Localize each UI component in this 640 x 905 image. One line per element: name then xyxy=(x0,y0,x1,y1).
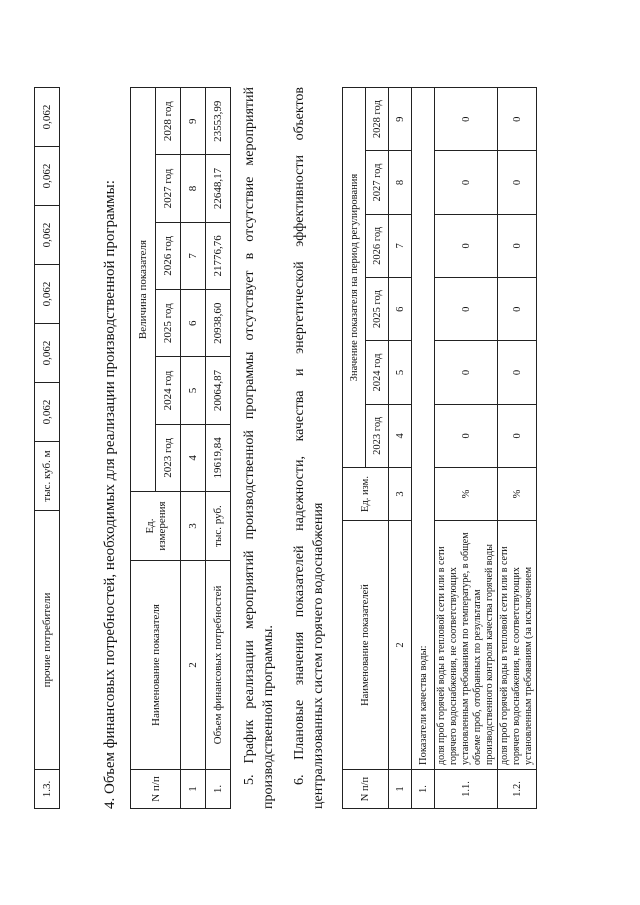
value-cell: 20938,60 xyxy=(206,290,231,357)
value-cell: 0 xyxy=(498,341,537,404)
index-cell: 6 xyxy=(181,290,206,357)
value-cell: 0,062 xyxy=(35,206,60,265)
row-unit: тыс. куб. м xyxy=(35,442,60,511)
value-cell: 0 xyxy=(435,404,498,467)
index-cell: 2 xyxy=(389,521,412,770)
group-label: Показатели качества воды: xyxy=(412,88,435,770)
table-index-row xyxy=(181,88,206,809)
index-cell: 8 xyxy=(389,151,412,214)
table-row xyxy=(435,88,498,809)
table-row xyxy=(35,88,60,809)
col-num-header: N п/п xyxy=(343,770,389,809)
col-unit-header: Ед. изм. xyxy=(343,468,389,521)
value-cell: 23553,99 xyxy=(206,88,231,155)
row-name: Объем финансовых потребностей xyxy=(206,561,231,770)
value-cell: 0,062 xyxy=(35,324,60,383)
index-cell: 8 xyxy=(181,155,206,222)
year-header: 2025 год xyxy=(366,278,389,341)
col-num-header: N п/п xyxy=(131,770,181,809)
quality-indicators-table xyxy=(342,87,537,809)
index-cell: 1 xyxy=(389,770,412,809)
table-header-row xyxy=(343,88,366,809)
index-cell: 4 xyxy=(181,424,206,491)
financial-needs-table xyxy=(130,87,231,809)
value-cell: 22648,17 xyxy=(206,155,231,222)
year-header: 2026 год xyxy=(156,222,181,289)
consumption-table-tail xyxy=(34,87,60,809)
year-header: 2025 год xyxy=(156,290,181,357)
row-number: 1.3. xyxy=(35,770,60,809)
table-index-row xyxy=(389,88,412,809)
year-header: 2023 год xyxy=(366,404,389,467)
value-cell: 0 xyxy=(435,214,498,277)
section5-paragraph: 5. График реализации мероприятий производственной программы отсутствует в отсутствие мероприятий производственной программы. xyxy=(242,87,276,809)
col-unit-header: Ед. измерения xyxy=(131,492,181,561)
index-cell: 4 xyxy=(389,404,412,467)
row-unit: % xyxy=(498,468,537,521)
table-row xyxy=(498,88,537,809)
index-cell: 5 xyxy=(389,341,412,404)
section6-paragraph: 6. Плановые значения показателей надежности, качества и энергетической эффективности объектов централизованных систем горячего водоснабжения xyxy=(292,87,326,809)
value-cell: 0 xyxy=(435,341,498,404)
year-header: 2028 год xyxy=(156,88,181,155)
year-header: 2023 год xyxy=(156,424,181,491)
group-header: Значение показателя на период регулирования xyxy=(343,88,366,468)
index-cell: 7 xyxy=(389,214,412,277)
year-header: 2027 год xyxy=(366,151,389,214)
year-header: 2027 год xyxy=(156,155,181,222)
year-header: 2026 год xyxy=(366,214,389,277)
value-cell: 0 xyxy=(498,88,537,151)
col-name-header: Наименование показателя xyxy=(131,561,181,770)
table-group-row xyxy=(412,88,435,809)
section4-heading: 4. Объем финансовых потребностей, необходимых для реализации производственной программы: xyxy=(102,180,118,809)
value-cell: 19619,84 xyxy=(206,424,231,491)
row-name: доля проб горячей воды в тепловой сети или в сети горячего водоснабжения, не соответствующих установленным требованиям (за исключением xyxy=(498,521,537,770)
row-number: 1. xyxy=(412,770,435,809)
row-number: 1. xyxy=(206,770,231,809)
value-cell: 21776,76 xyxy=(206,222,231,289)
value-cell: 0,062 xyxy=(35,88,60,147)
value-cell: 20064,87 xyxy=(206,357,231,424)
row-unit: тыс. руб. xyxy=(206,492,231,561)
table-row xyxy=(206,88,231,809)
index-cell: 3 xyxy=(389,468,412,521)
value-cell: 0,062 xyxy=(35,383,60,442)
table-header-row xyxy=(131,88,156,809)
value-cell: 0 xyxy=(435,88,498,151)
year-header: 2024 год xyxy=(156,357,181,424)
value-cell: 0 xyxy=(498,278,537,341)
value-cell: 0 xyxy=(435,151,498,214)
index-cell: 6 xyxy=(389,278,412,341)
col-name-header: Наименование показателей xyxy=(343,521,389,770)
row-name: прочие потребители xyxy=(35,511,60,770)
index-cell: 5 xyxy=(181,357,206,424)
index-cell: 7 xyxy=(181,222,206,289)
index-cell: 1 xyxy=(181,770,206,809)
index-cell: 3 xyxy=(181,492,206,561)
year-header: 2024 год xyxy=(366,341,389,404)
row-number: 1.2. xyxy=(498,770,537,809)
value-cell: 0 xyxy=(498,404,537,467)
value-cell: 0,062 xyxy=(35,147,60,206)
row-number: 1.1. xyxy=(435,770,498,809)
row-name: доля проб горячей воды в тепловой сети или в сети горячего водоснабжения, не соответствующих установленным требованиям по температуре, в общем объеме проб, отобранных по результатам производственного контроля качества горячей воды xyxy=(435,521,498,770)
row-unit: % xyxy=(435,468,498,521)
value-cell: 0 xyxy=(498,151,537,214)
value-cell: 0,062 xyxy=(35,265,60,324)
index-cell: 9 xyxy=(389,88,412,151)
index-cell: 9 xyxy=(181,88,206,155)
value-cell: 0 xyxy=(498,214,537,277)
year-header: 2028 год xyxy=(366,88,389,151)
group-header: Величина показателя xyxy=(131,88,156,492)
value-cell: 0 xyxy=(435,278,498,341)
index-cell: 2 xyxy=(181,561,206,770)
